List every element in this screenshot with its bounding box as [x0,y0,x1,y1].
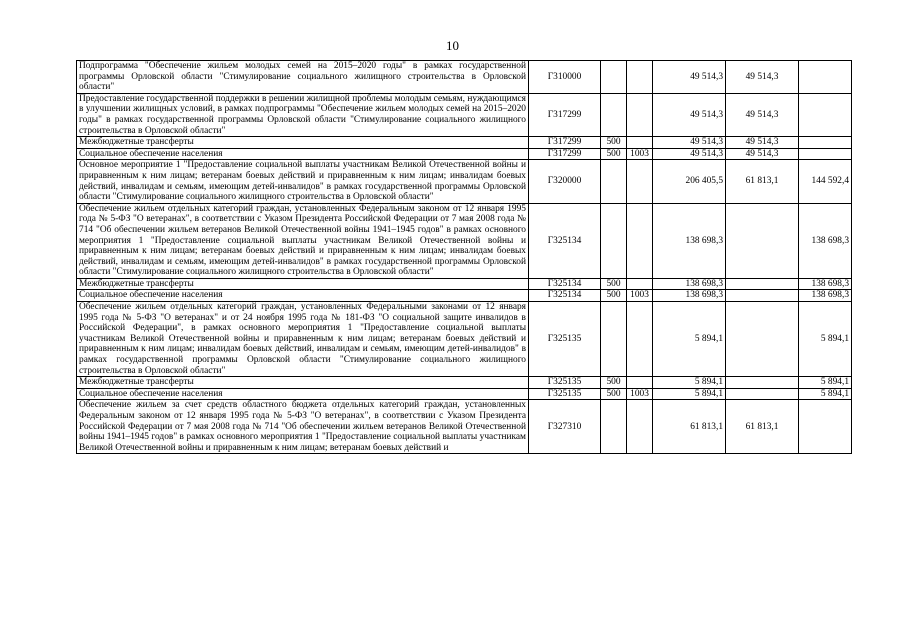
amount-regional: 49 514,3 [726,61,799,94]
amount-total: 138 698,3 [653,278,726,290]
section-code [627,400,653,454]
amount-total: 138 698,3 [653,290,726,302]
section-code [627,61,653,94]
amount-total: 49 514,3 [653,93,726,136]
target-code: Г317299 [529,137,601,149]
amount-total: 49 514,3 [653,137,726,149]
section-code [627,160,653,203]
target-code: Г325135 [529,388,601,400]
row-name: Подпрограмма "Обеспечение жильем молодых семей на 2015–2020 годы" в рамках государственной программы Орловской области "Стимулирование социального жилищного строительства в Орловской области" [77,61,529,94]
amount-federal [799,400,852,454]
table-row [77,388,852,400]
expense-type [601,302,627,377]
amount-federal: 144 592,4 [799,160,852,203]
row-name: Межбюджетные трансферты [77,278,529,290]
amount-total: 5 894,1 [653,302,726,377]
row-name: Межбюджетные трансферты [77,377,529,389]
amount-regional [726,302,799,377]
section-code [627,377,653,389]
expense-type [601,160,627,203]
amount-federal [799,137,852,149]
amount-federal: 5 894,1 [799,388,852,400]
row-name: Обеспечение жильем отдельных категорий граждан, установленных Федеральным законом от 12 января 1995 года № 5-ФЗ "О ветеранах", в соответствии с Указом Президента Российской Федерации от 7 мая 2008 года № 714 "Об обеспечении жильем ветеранов Великой Отечественной войны 1941–1945 годов" в рамках основного мероприятия 1 "Предоставление социальной выплаты участникам Великой Отечественной войны и приравненным к ним лицам; ветеранам боевых действий и приравненным к ним лицам; инвалидам боевых действий, инвалидам и семьям, имеющим детей-инвалидов" в рамках государственной программы Орловской области "Стимулирование социального жилищного строительства в Орловской области" [77,203,529,278]
row-name: Предоставление государственной поддержки в решении жилищной проблемы молодым семьям, нуждающимся в улучшении жилищных условий, в рамках подпрограммы "Обеспечение жильем молодых семей на 2015–2020 годы" в рамках государственной программы Орловской области "Стимулирование социального жилищного строительства в Орловской области" [77,93,529,136]
amount-regional: 49 514,3 [726,148,799,160]
expense-type [601,400,627,454]
table-row [77,61,852,94]
target-code: Г325134 [529,278,601,290]
expense-type: 500 [601,377,627,389]
section-code: 1003 [627,290,653,302]
amount-regional [726,388,799,400]
amount-regional [726,377,799,389]
amount-federal: 138 698,3 [799,290,852,302]
expense-type: 500 [601,148,627,160]
amount-regional [726,278,799,290]
amount-federal: 138 698,3 [799,278,852,290]
amount-total: 49 514,3 [653,61,726,94]
expense-type: 500 [601,290,627,302]
expense-type: 500 [601,388,627,400]
table-row [77,290,852,302]
amount-federal: 138 698,3 [799,203,852,278]
amount-regional: 61 813,1 [726,160,799,203]
section-code [627,203,653,278]
target-code: Г310000 [529,61,601,94]
target-code: Г325135 [529,377,601,389]
row-name: Межбюджетные трансферты [77,137,529,149]
amount-regional: 49 514,3 [726,137,799,149]
amount-federal [799,148,852,160]
section-code [627,302,653,377]
section-code: 1003 [627,148,653,160]
section-code [627,278,653,290]
table-row [77,377,852,389]
row-name: Социальное обеспечение населения [77,388,529,400]
page-number: 10 [446,38,459,53]
row-name: Социальное обеспечение населения [77,290,529,302]
expense-type: 500 [601,137,627,149]
target-code: Г325134 [529,290,601,302]
amount-regional: 49 514,3 [726,93,799,136]
table-row [77,400,852,454]
table-row [77,148,852,160]
amount-total: 5 894,1 [653,388,726,400]
amount-total: 49 514,3 [653,148,726,160]
target-code: Г317299 [529,148,601,160]
target-code: Г320000 [529,160,601,203]
table-row [77,203,852,278]
amount-regional [726,290,799,302]
table-row [77,137,852,149]
row-name: Основное мероприятие 1 "Предоставление социальной выплаты участникам Великой Отечественной войны и приравненным к ним лицам; ветеранам боевых действий и приравненным к ним лицам; инвалидам боевых действий, инвалидам и семьям, имеющим детей-инвалидов" в рамках государственной программы Орловской области "Стимулирование социального жилищного строительства в Орловской области" [77,160,529,203]
row-name: Социальное обеспечение населения [77,148,529,160]
amount-federal: 5 894,1 [799,377,852,389]
target-code: Г325135 [529,302,601,377]
amount-regional [726,203,799,278]
target-code: Г327310 [529,400,601,454]
amount-total: 5 894,1 [653,377,726,389]
expense-type [601,61,627,94]
amount-federal: 5 894,1 [799,302,852,377]
expense-type [601,203,627,278]
budget-table [76,60,852,454]
table-row [77,160,852,203]
amount-total: 206 405,5 [653,160,726,203]
section-code: 1003 [627,388,653,400]
amount-total: 138 698,3 [653,203,726,278]
section-code [627,137,653,149]
target-code: Г325134 [529,203,601,278]
expense-type: 500 [601,278,627,290]
row-name: Обеспечение жильем отдельных категорий граждан, установленных Федеральными законами от 12 января 1995 года № 5-ФЗ "О ветеранах" и от 24 ноября 1995 года № 181-ФЗ "О социальной защите инвалидов в Российской Федерации", в рамках основного мероприятия 1 "Предоставление социальной выплаты участникам Великой Отечественной войны и приравненным к ним лицам; ветеранам боевых действий и приравненным к ним лицам; инвалидам боевых действий, инвалидам и семьям, имеющим детей-инвалидов" в рамках государственной программы Орловской области "Стимулирование социального жилищного строительства в Орловской области" [77,302,529,377]
expense-type [601,93,627,136]
target-code: Г317299 [529,93,601,136]
row-name: Обеспечение жильем за счет средств областного бюджета отдельных категорий граждан, установленных Федеральным законом от 12 января 1995 года № 5-ФЗ "О ветеранах", в соответствии с Указом Президента Российской Федерации от 7 мая 2008 года № 714 "Об обеспечении жильем ветеранов Великой Отечественной войны 1941–1945 годов" в рамках основного мероприятия 1 "Предоставление социальной выплаты участникам Великой Отечественной войны и приравненным к ним лицам; ветеранам боевых действий и [77,400,529,454]
table-row [77,93,852,136]
table-row [77,302,852,377]
amount-total: 61 813,1 [653,400,726,454]
amount-regional: 61 813,1 [726,400,799,454]
table-row [77,278,852,290]
amount-federal [799,61,852,94]
section-code [627,93,653,136]
amount-federal [799,93,852,136]
